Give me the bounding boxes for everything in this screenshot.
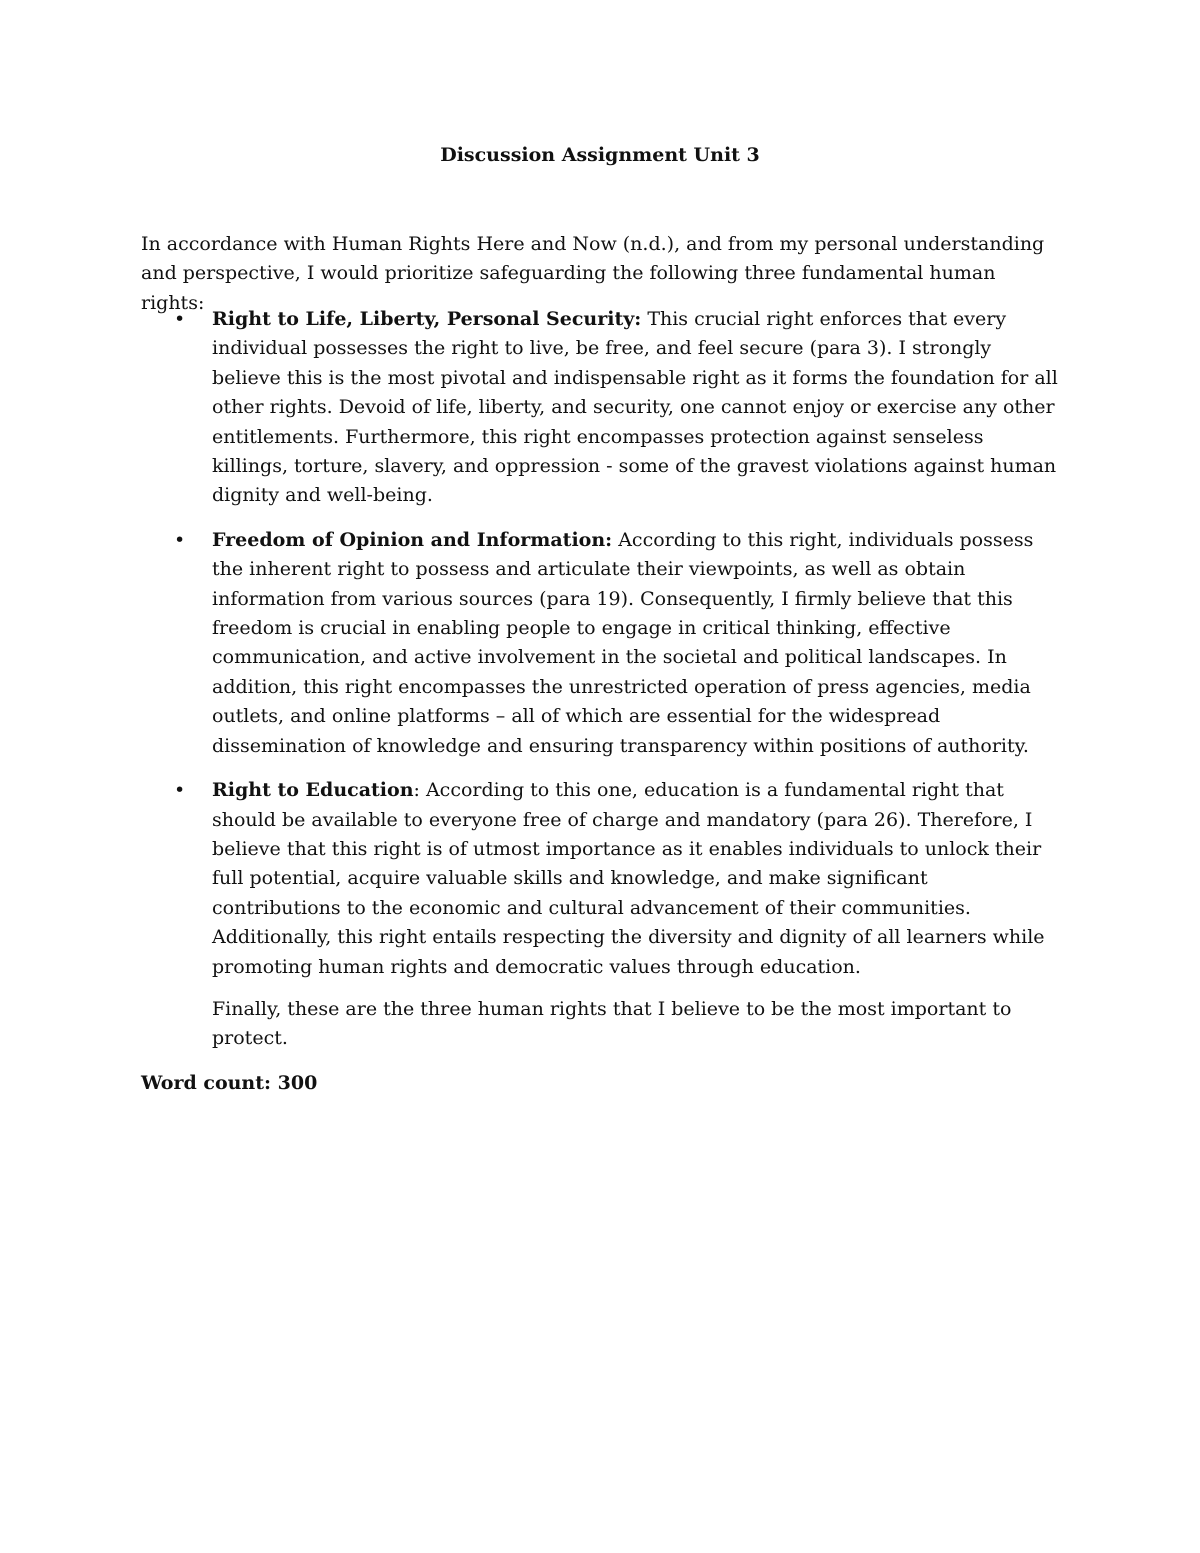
list-item: [141, 526, 1061, 761]
document-title: Discussion Assignment Unit 3: [440, 144, 760, 166]
list-item: [141, 305, 1061, 511]
intro-paragraph: In accordance with Human Rights Here and Now (n.d.), and from my personal understanding and perspective, I would prioritize safeguarding the following three fundamental human rights:: [141, 233, 1045, 314]
right-term: Freedom of Opinion and Information:: [212, 528, 613, 551]
bullet-icon: •: [174, 308, 186, 330]
right-term: Right to Education: [212, 779, 414, 802]
bullet-icon: •: [174, 528, 186, 551]
rights-list: [141, 305, 1061, 997]
list-item: [141, 776, 1061, 982]
right-description: : According to this one, education is a fundamental right that should be available to everyone free of charge and mandatory (para 26). Therefore, I believe that this right is of utmost importance as it enables individuals to unlock their full potential, acquire valuable skills and knowledge, and make significant contributions to the economic and cultural advancement of their communities. Additionally, this right entails respecting the diversity and dignity of all learners while promoting human rights and democratic values through education.: [212, 779, 1045, 978]
closing-paragraph: Finally, these are the three human rights that I believe to be the most important to protect.: [212, 998, 1012, 1050]
right-term: Right to Life, Liberty, Personal Security:: [212, 308, 642, 330]
right-description: This crucial right enforces that every individual possesses the right to live, be free, and feel secure (para 3). I strongly believe this is the most pivotal and indispensable right as it forms the foundation for all other rights. Devoid of life, liberty, and security, one cannot enjoy or exercise any other entitlements. Furthermore, this right encompasses protection against senseless killings, torture, slavery, and oppression - some of the gravest violations against human dignity and well-being.: [212, 308, 1058, 507]
word-count: Word count: 300: [141, 1072, 318, 1094]
bullet-icon: •: [174, 779, 186, 802]
right-description: According to this right, individuals possess the inherent right to possess and articulate their viewpoints, as well as obtain information from various sources (para 19). Consequently, I firmly believe that this freedom is crucial in enabling people to engage in critical thinking, effective communication, and active involvement in the societal and political landscapes. In addition, this right encompasses the unrestricted operation of press agencies, media outlets, and online platforms – all of which are essential for the widespread dissemination of knowledge and ensuring transparency within positions of authority.: [212, 528, 1034, 757]
